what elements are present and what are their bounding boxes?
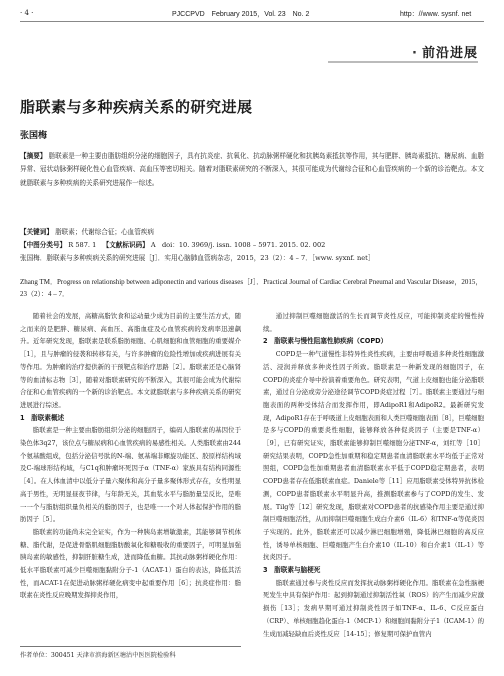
section-label (412, 42, 478, 61)
bullet-icon: · (412, 46, 418, 61)
citation-cn: 张国梅．脂联素与多种疾病关系的研究进展［J］．实用心脑肺血管病杂志，2015，23（2）：4 – 7．［www. syxnf. net］ (20, 254, 375, 262)
paragraph: 脂联素通过参与炎性反应而发挥抗动脉粥样硬化作用。脂联素在急性脑梗死发生中具有保护作用：起到抑制通过抑制活性氧（ROS）的产生而减少应激损伤［13］；发病早期可通过抑制炎性因子如TNF-α、IL-6、C反应蛋白（CRP）、单核细胞趋化蛋白-1（MCP-1）和细胞间黏附分子1（ICAM-1）的生成而减轻缺血后炎性反应［14-15］；修复期可保护血管内 (263, 578, 484, 638)
keywords-text: 脂联素；代谢综合征；心血管疾病 (55, 228, 154, 236)
journal-url[interactable]: http：//www. sysnf. net (400, 11, 472, 18)
keywords (20, 226, 484, 238)
article-title: 脂联素与多种疾病关系的研究进展 (20, 98, 253, 116)
running-header (0, 0, 504, 28)
paragraph: 通过抑制巨噬细胞激活的生长而调节炎性反应，可能抑制炎症的慢性持续。 (263, 312, 484, 333)
section-underline (328, 61, 478, 63)
paragraph: 脂联素的功能尚未完全证实，作为一种胰岛素增敏激素，其能够调节机体糖、脂代谢，是促进骨骼肌细胞脂肪酸氧化和糖吸收的重要因子，可明显加强胰岛素的敏感性，抑制肝脏糖生成，进而降低血糖。其抗动脉粥样硬化作用：低水平脂联素可减少巨噬细胞黏附分子-1（ACAT-1）蛋白的表达，降低其活性，而ACAT-1在促进动脉粥样硬化病变中起重要作用［6］；抗炎症作用：脂联素在炎性反应晚期发挥抑炎作用， (20, 527, 241, 600)
right-column (263, 310, 484, 640)
section-heading: 3 脂联素与脑梗死 (263, 566, 321, 575)
abstract-label: 【摘要】 (20, 152, 47, 160)
left-column (20, 310, 241, 602)
journal-info: PJCCPVD February 2015，Vol. 23 No. 2 (172, 11, 310, 18)
citation-en: Zhang TM．Progress on relationship between adiponectin and various diseases［J］．Practical Journal of Cardiac Cerebral Pneumal and Vascular Disease，2015，23（2）：4 – 7． (20, 278, 483, 298)
section-heading: 1 脂联素概述 (20, 413, 65, 422)
abstract-text: 脂联素是一种主要由脂肪组织分泌的细胞因子，具有抗炎症、抗氧化、抗动脉粥样硬化和抗胰岛素抵抗等作用，其与肥胖、胰岛素抵抗、糖尿病、血脂异常、冠状动脉粥样硬化性心血管疾病、高血压等密切相关。随着对脂联素研究的不断深入，其很可能成为代谢综合征和心血管疾病的一个新的诊治靶点。本文就脂联素与多种疾病的关系研究进展作一综述。 (20, 152, 485, 187)
section-label-text: 前沿进展 (421, 46, 478, 61)
keywords-label: 【关键词】 (20, 228, 53, 236)
abstract (20, 150, 484, 190)
doc-value: A (150, 241, 156, 249)
section-heading: 2 脂联素与慢性阻塞性肺疾病（COPD） (263, 337, 388, 346)
classification (20, 239, 484, 251)
paragraph: 脂联素是一种主要由脂肪组织分泌的细胞因子，编码人脂联素的基因位于染色体3q27，该位点与糖尿病和心血管疾病的易感性相关。人类脂联素由244个氨基酸组成，包括分泌信号肽的N-端、氨基端非螺旋功能区、胶原样结构域及C-端球形结构域，与C1q和肿瘤坏死因子α（TNF-α）家族具有结构同源性［4］。在人体血清中以低分子量六聚体和高分子量多聚体形式存在，女性明显高于男性，无明显昼夜节律，与年龄无关，其血浆水平与脂肪量呈反比，是唯一一个与脂肪组织量负相关的脂肪因子，也是唯一一个对人体起保护作用的脂肪因子［5］。 (20, 426, 241, 524)
doc-label: 【文献标识码】 (102, 241, 149, 249)
paragraph: COPD是一种气道慢性非特异性炎性疾病，主要由呼吸道多种炎性细胞激活、浸润并释放多种炎性因子所致。脂联素是一种新发现的细胞因子，在COPD的炎症介导中扮演着重要角色。研究表明，气道上皮细胞也能分泌脂联素，通过自分泌或旁分泌途径调节COPD炎症过程［7］。脂联素主要通过与细胞表面的两种受体结合而发挥作用，即AdipoR1和AdipoR2。最新研究发现，AdipoR1存在于呼吸道上皮细胞表面和人类巨噬细胞表面［8］，巨噬细胞是多与COPD的重要炎性细胞，能够释放各种促炎因子（主要是TNF-α）［9］，已有研究证实，脂联素能够抑制巨噬细胞分泌TNF-α，刘红等［10］研究结果表明，COPD急性加重期和稳定期患者血清脂联素水平均低于正常对照组，COPD急性加重期患者血清脂联素水平低于COPD稳定期患者，表明COPD患者存在低脂联素血症。Daniele等［11］应用脂联素受体特异抗体检测，COPD患者脂联素水平明显升高，推测脂联素参与了COPD的发生、发展。Tilg等［12］研究发现，脂联素对COPD患者的抗感染作用主要是通过抑制巨噬细胞活性，从而抑制巨噬细胞生成白介素6（IL-6）和TNF-α等促炎因子实现的。此外，脂联素还可以减少淋巴细胞增殖，降低淋巴细胞的高反应性，诱导单核细胞、巨噬细胞产生白介素10（IL-10）和白介素1（IL-1）等抗炎因子。 (263, 350, 484, 562)
clc-label: 【中图分类号】 (20, 241, 67, 249)
footnote: 作者单位：300451 天津市滨海新区塘沽中医医院检验科 (20, 646, 241, 659)
header-rule (20, 21, 484, 22)
doi: doi：10. 3969/j. issn. 1008 – 5971. 2015. 02. 002 (161, 241, 326, 249)
clc-value: R 587. 1 (68, 241, 97, 249)
article-author: 张国梅 (20, 131, 48, 141)
paragraph: 随着社会的发展，高糖高脂饮食和运动量少成为目前的主要生活方式，随之而来的是肥胖、糖尿病、高血压、高脂血症及心血管疾病的发病率迅速飙升。近年研究发现，脂联素是联系脂肪细胞、心肌细胞和血管细胞的重要媒介［1］，且与肿瘤的侵袭和转移有关，与许多肿瘤的危险性增加或疾病进展有关等作用。为肿瘤的治疗提供新的干预靶点和治疗思路［2］。脂联素还是心脑肾等的血清标志物［3］，随着对脂联素研究的不断深入，其很可能会成为代谢综合征和心血管疾病的一个新的诊治靶点。本文就脂联素与多种疾病关系的研究进展进行综述。 (20, 312, 241, 409)
page-number: · 4 · (20, 9, 34, 17)
